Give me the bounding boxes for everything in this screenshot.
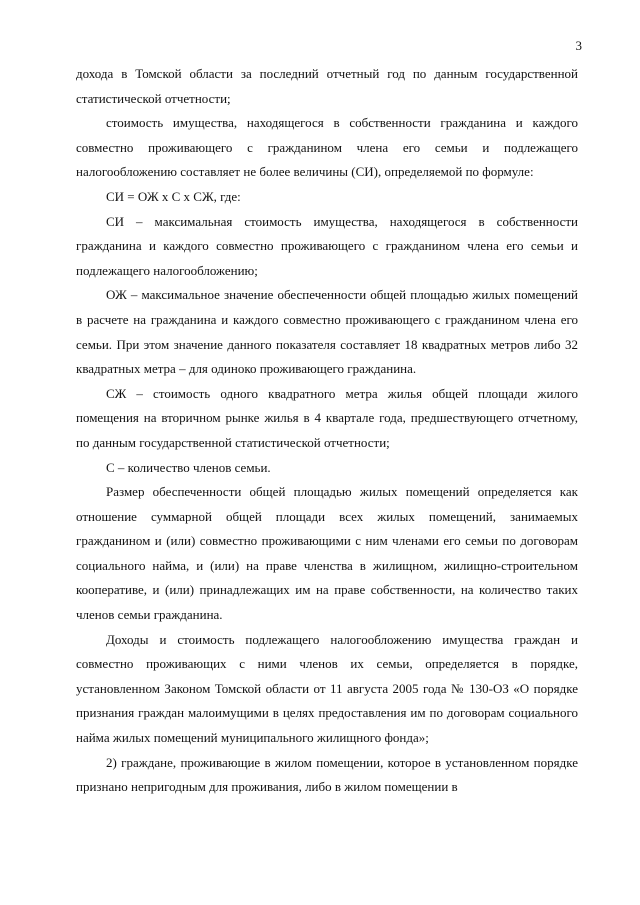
- paragraph-si-definition: СИ – максимальная стоимость имущества, находящегося в собственности гражданина и каждого совместно проживающего с гражданином члена его семьи и подлежащего налогообложению;: [76, 213, 578, 278]
- paragraph-housing-provision: Размер обеспеченности общей площадью жилых помещений определяется как отношение суммарной общей площади всех жилых помещений, занимаемых гражданином и (или) совместно проживающими с ним членами его семьи по договорам социального найма, и (или) на праве членства в жилищном, жилищно-строительном кооперативе, и (или) принадлежащих им на праве собственности, на количество таких членов семьи гражданина.: [76, 484, 578, 623]
- paragraph-oj-definition: ОЖ – максимальное значение обеспеченности общей площадью жилых помещений в расчете на гражданина и каждого совместно проживающего с гражданином члена его семьи. При этом значение данного показателя составляет 18 квадратных метров либо 32 квадратных метра – для одиноко проживающего гражданина.: [76, 287, 578, 377]
- page-number: 3: [575, 38, 582, 53]
- formula-line: СИ = ОЖ x С x СЖ, где:: [106, 188, 241, 204]
- paragraph-unfit-housing: 2) граждане, проживающие в жилом помещении, которое в установленном порядке признано непригодным для проживания, либо в жилом помещении в: [76, 754, 578, 795]
- document-body: [76, 62, 578, 800]
- paragraph-property-value: стоимость имущества, находящегося в собственности гражданина и каждого совместно проживающего с гражданином члена его семьи и подлежащего налогообложению составляет не более величины (СИ), определяемой по формуле:: [76, 115, 578, 180]
- paragraph-income-continuation: дохода в Томской области за последний отчетный год по данным государственной статистической отчетности;: [76, 66, 578, 106]
- paragraph-sj-definition: СЖ – стоимость одного квадратного метра жилья общей площади жилого помещения на вторичном рынке жилья в 4 квартале года, предшествующего отчетному, по данным государственной статистической отчетности;: [76, 385, 578, 450]
- paragraph-income-procedure: Доходы и стоимость подлежащего налогообложению имущества граждан и совместно проживающих с ними членов их семьи, определяется в порядке, установленном Законом Томской области от 11 августа 2005 года № 130-ОЗ «О порядке признания граждан малоимущими в целях предоставления им по договорам социального найма жилых помещений муниципального жилищного фонда»;: [76, 631, 578, 746]
- paragraph-c-definition: С – количество членов семьи.: [106, 459, 271, 475]
